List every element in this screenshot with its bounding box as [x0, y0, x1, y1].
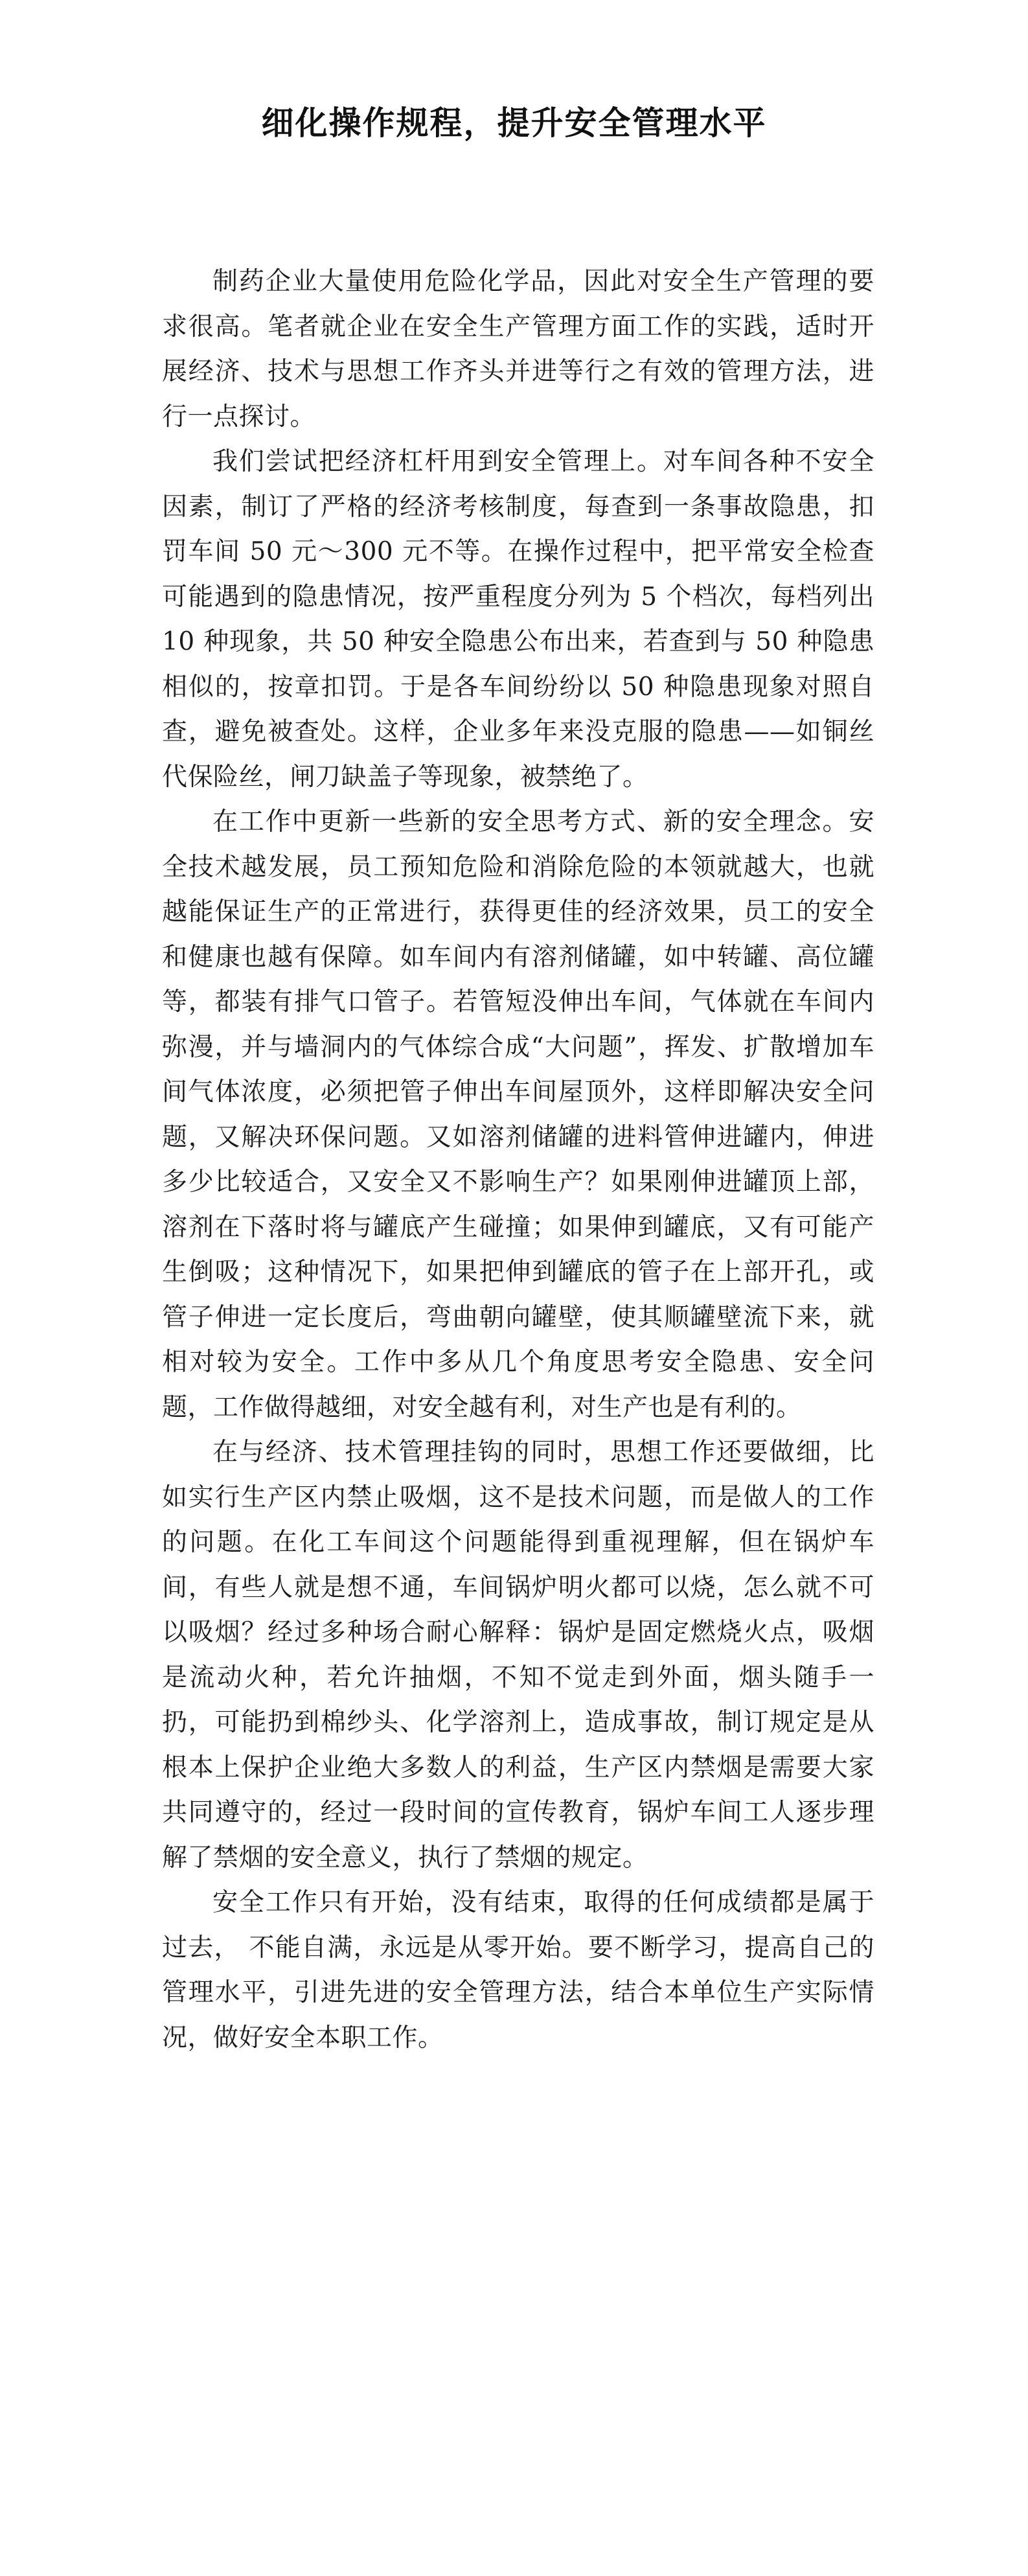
paragraph-economic-lever: 我们尝试把经济杠杆用到安全管理上。对车间各种不安全因素，制订了严格的经济考核制度，每查到一条事故隐患，扣罚车间 50 元～300 元不等。在操作过程中，把平常安全检查可能遇到的隐患情况，按严重程度分列为 5 个档次，每档列出 10 种现象，共 50 种安全隐患公布出来，若查到与 50 种隐患相似的，按章扣罚。于是各车间纷纷以 50 种隐患现象对照自查，避免被查处。这样，企业多年来没克服的隐患——如铜丝代保险丝，闸刀缺盖子等现象，被禁绝了。 [162, 447, 874, 792]
article-title: 细化操作规程，提升安全管理水平 [261, 104, 767, 142]
paragraph-ideological-work: 在与经济、技术管理挂钩的同时，思想工作还要做细，比如实行生产区内禁止吸烟，这不是技术问题，而是做人的工作的问题。在化工车间这个问题能得到重视理解，但在锅炉车间，有些人就是想不通，车间锅炉明火都可以烧，怎么就不可以吸烟？经过多种场合耐心解释：锅炉是固定燃烧火点，吸烟是流动火种，若允许抽烟，不知不觉走到外面，烟头随手一扔，可能扔到棉纱头、化学溶剂上，造成事故，制订规定是从根本上保护企业绝大多数人的利益，生产区内禁烟是需要大家共同遵守的，经过一段时间的宣传教育，锅炉车间工人逐步理解了禁烟的安全意义，执行了禁烟的规定。 [162, 1438, 874, 1872]
article-body [162, 259, 874, 2060]
paragraph-conclusion: 安全工作只有开始，没有结束，取得的任何成绩都是属于过去， 不能自满，永远是从零开始。要不断学习，提高自己的管理水平，引进先进的安全管理方法，结合本单位生产实际情况，做好安全本职工作。 [162, 1888, 874, 2053]
paragraph-intro: 制药企业大量使用危险化学品，因此对安全生产管理的要求很高。笔者就企业在安全生产管理方面工作的实践，适时开展经济、技术与思想工作齐头并进等行之有效的管理方法，进行一点探讨。 [162, 267, 874, 431]
paragraph-safety-concepts: 在工作中更新一些新的安全思考方式、新的安全理念。安全技术越发展，员工预知危险和消除危险的本领就越大，也就越能保证生产的正常进行，获得更佳的经济效果，员工的安全和健康也越有保障。如车间内有溶剂储罐，如中转罐、高位罐等，都装有排气口管子。若管短没伸出车间，气体就在车间内弥漫，并与墙洞内的气体综合成“大问题”，挥发、扩散增加车间气体浓度，必须把管子伸出车间屋顶外，这样即解决安全问题，又解决环保问题。又如溶剂储罐的进料管伸进罐内，伸进多少比较适合，又安全又不影响生产？如果刚伸进罐顶上部，溶剂在下落时将与罐底产生碰撞；如果伸到罐底，又有可能产生倒吸；这种情况下，如果把伸到罐底的管子在上部开孔，或管子伸进一定长度后，弯曲朝向罐壁，使其顺罐壁流下来，就相对较为安全。工作中多从几个角度思考安全隐患、安全问题，工作做得越细，对安全越有利，对生产也是有利的。 [162, 807, 874, 1422]
